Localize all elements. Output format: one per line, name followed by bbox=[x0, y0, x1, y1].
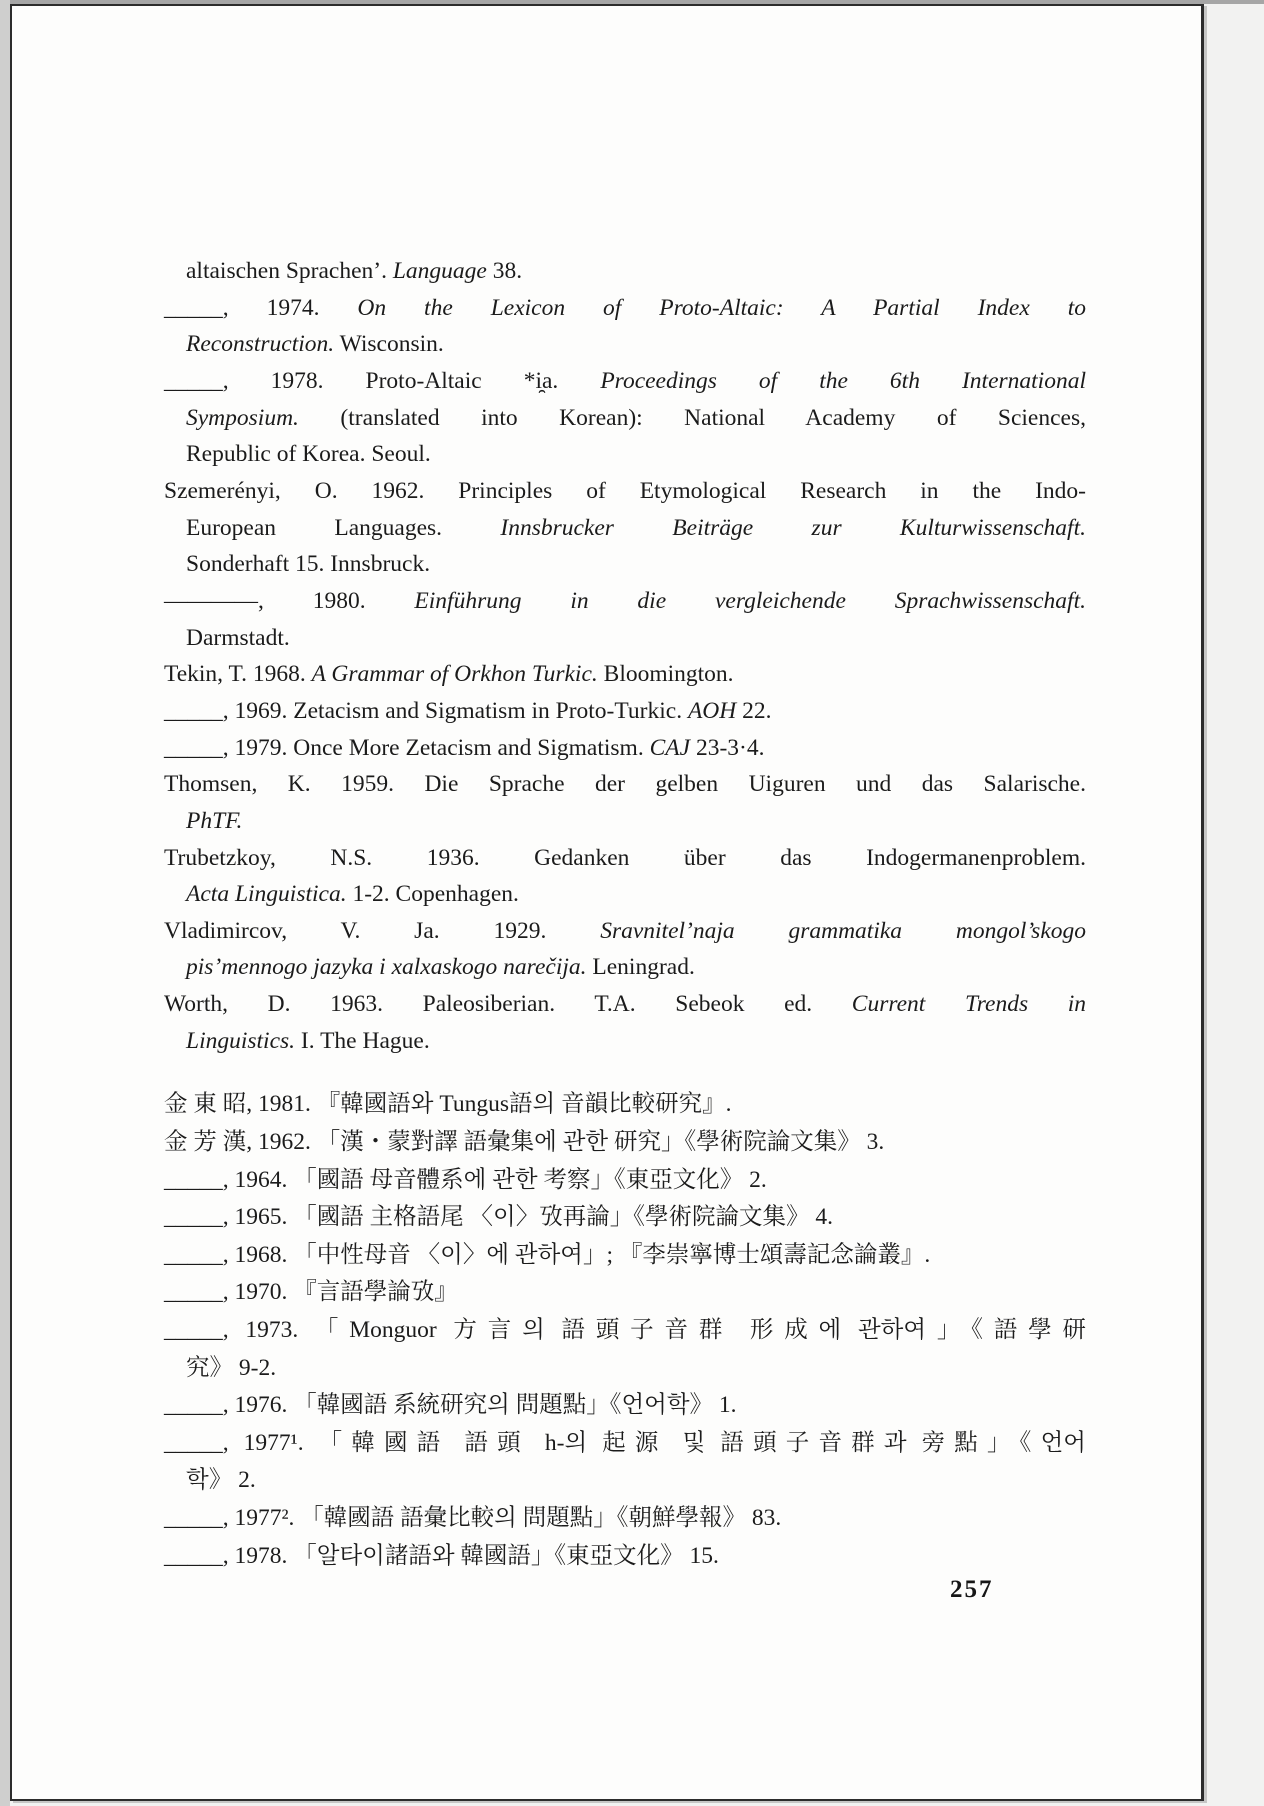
bib-segment-italic: A Grammar of Orkhon Turkic. bbox=[311, 661, 598, 688]
bib-line bbox=[164, 546, 1086, 583]
bib-line bbox=[164, 1387, 1086, 1425]
scanned-book-page bbox=[10, 4, 1204, 1801]
bib-line bbox=[164, 1162, 1086, 1200]
bib-segment-italic: Innsbrucker Beiträge zur Kulturwissenschaft. bbox=[500, 514, 1086, 541]
bib-line bbox=[164, 620, 1086, 657]
bib-line bbox=[164, 1312, 1086, 1350]
bib-segment: Republic of Korea. Seoul. bbox=[186, 441, 431, 468]
bib-line bbox=[164, 1124, 1086, 1162]
bib-segment-italic: Einführung in die vergleichende Sprachwissenschaft. bbox=[414, 587, 1086, 614]
bib-line bbox=[164, 803, 1086, 840]
bib-segment: _____, 1965. 「國語 主格語尾 〈이〉攷再論」《學術院論文集》 4. bbox=[164, 1204, 833, 1231]
bibliography bbox=[164, 253, 1086, 1575]
bib-line bbox=[164, 1500, 1086, 1538]
bib-segment-italic: Proceedings of the 6th International bbox=[600, 367, 1086, 394]
bib-line bbox=[164, 1274, 1086, 1312]
bib-segment-italic: On the Lexicon of Proto-Altaic: A Partial Index to bbox=[357, 294, 1087, 321]
bib-segment-italic: Sravnitel’naja grammatika mongol’skogo bbox=[600, 917, 1086, 944]
bib-line bbox=[164, 876, 1086, 913]
bib-segment-italic: Language bbox=[392, 258, 487, 284]
bib-line bbox=[164, 766, 1086, 803]
bib-segment: _____, 1977¹. 「韓國語 語頭 h-의 起源 및 語頭子音群과 旁點」《언어 bbox=[164, 1429, 1086, 1456]
bib-line bbox=[164, 1086, 1086, 1124]
bib-segment-italic: CAJ bbox=[649, 734, 691, 761]
bib-segment: European Languages. bbox=[186, 514, 501, 541]
bib-line bbox=[164, 693, 1086, 730]
bib-line bbox=[164, 656, 1086, 693]
bib-segment: _____, 1979. Once More Zetacism and Sigmatism. bbox=[164, 734, 650, 761]
bib-segment: Wisconsin. bbox=[334, 331, 444, 358]
bib-segment: 23-3·4. bbox=[690, 734, 765, 761]
bib-line bbox=[164, 510, 1086, 547]
bib-segment: Bloomington. bbox=[597, 661, 734, 688]
bib-segment: (translated into Korean): National Academy of Sciences, bbox=[298, 404, 1086, 431]
bib-segment-italic: PhTF. bbox=[186, 807, 243, 834]
bib-line bbox=[164, 986, 1086, 1023]
bib-line bbox=[164, 1350, 1086, 1388]
bib-line bbox=[164, 326, 1086, 363]
bib-segment: I. The Hague. bbox=[295, 1027, 430, 1054]
bib-line bbox=[164, 583, 1086, 620]
bib-segment: 金 芳 漢, 1962. 「漢・蒙對譯 語彙集에 관한 研究」《學術院論文集》 3. bbox=[164, 1129, 885, 1156]
bib-segment: 1-2. Copenhagen. bbox=[346, 881, 519, 908]
bib-line bbox=[164, 473, 1086, 510]
bib-line bbox=[164, 840, 1086, 877]
bib-segment-italic: Symposium. bbox=[186, 404, 299, 431]
bib-line bbox=[164, 1199, 1086, 1237]
bib-segment-italic: Linguistics. bbox=[186, 1027, 296, 1054]
page-number: 257 bbox=[950, 1576, 994, 1603]
bib-segment: Vladimircov, V. Ja. 1929. bbox=[164, 917, 601, 944]
bib-line bbox=[164, 1462, 1086, 1500]
bib-segment: Sonderhaft 15. Innsbruck. bbox=[186, 551, 431, 578]
bib-segment: 金 東 昭, 1981. 『韓國語와 Tungus語의 音韻比較研究』. bbox=[164, 1091, 732, 1118]
bib-segment: Szemerényi, O. 1962. Principles of Etymological Research in the Indo- bbox=[164, 477, 1086, 504]
bib-segment: Tekin, T. 1968. bbox=[164, 661, 312, 688]
bib-section-latin bbox=[164, 253, 1086, 1059]
bib-line bbox=[164, 1538, 1086, 1576]
bib-segment: Worth, D. 1963. Paleosiberian. T.A. Sebeok ed. bbox=[164, 991, 852, 1018]
bib-segment: _____, 1970. 『言語學論攷』 bbox=[164, 1279, 458, 1306]
bib-segment: 학》 2. bbox=[186, 1467, 256, 1494]
bib-line bbox=[164, 1023, 1086, 1060]
bib-segment: 38. bbox=[486, 258, 523, 284]
bib-line bbox=[164, 290, 1086, 327]
bib-segment: _____, 1978. 「알타이諸語와 韓國語」《東亞文化》 15. bbox=[164, 1542, 719, 1569]
bib-segment: _____, 1973. 「Monguor 方言의 語頭子音群 形成에 관하여」《語學研 bbox=[164, 1317, 1086, 1343]
bib-segment-italic: Acta Linguistica. bbox=[186, 881, 347, 908]
bib-line bbox=[164, 363, 1086, 400]
bib-segment: _____, 1964. 「國語 母音體系에 관한 考察」《東亞文化》 2. bbox=[164, 1166, 767, 1193]
bib-segment: _____, 1969. Zetacism and Sigmatism in Proto-Turkic. bbox=[164, 697, 688, 724]
bib-segment: _____, 1977². 「韓國語 語彙比較의 問題點」《朝鮮學報》 83. bbox=[164, 1504, 782, 1531]
bib-segment: _____, 1968. 「中性母音 〈이〉에 관하여」; 『李崇寧博士頌壽記念論叢』. bbox=[164, 1241, 931, 1268]
bib-segment-italic: Reconstruction. bbox=[186, 331, 335, 358]
bib-segment: _____, 1974. bbox=[164, 294, 358, 321]
bib-line bbox=[164, 1237, 1086, 1275]
scan-edge-left bbox=[0, 0, 10, 1806]
bib-segment: 22. bbox=[736, 697, 772, 724]
bib-segment-italic: Current Trends in bbox=[851, 991, 1086, 1018]
bib-segment-italic: pis’mennogo jazyka i xalxaskogo narečija. bbox=[186, 954, 587, 981]
bib-line bbox=[164, 949, 1086, 986]
bib-line bbox=[164, 913, 1086, 950]
bib-segment: Thomsen, K. 1959. Die Sprache der gelben Uiguren und das Salarische. bbox=[164, 771, 1086, 798]
bib-section-cjk bbox=[164, 1086, 1086, 1575]
bib-segment: Darmstadt. bbox=[186, 624, 290, 651]
bib-line bbox=[164, 253, 1086, 290]
bib-line bbox=[164, 730, 1086, 767]
bib-segment: Leningrad. bbox=[586, 954, 695, 981]
bib-segment: ————, 1980. bbox=[164, 587, 415, 614]
bib-segment: 究》 9-2. bbox=[186, 1354, 277, 1381]
bib-segment: _____, 1976. 「韓國語 系統研究의 問題點」《언어학》 1. bbox=[164, 1392, 737, 1419]
bib-segment: Trubetzkoy, N.S. 1936. Gedanken über das Indogermanenproblem. bbox=[164, 844, 1086, 871]
bib-line bbox=[164, 1425, 1086, 1463]
bib-segment: altaischen Sprachen’. bbox=[186, 258, 393, 284]
bib-line bbox=[164, 436, 1086, 473]
bib-segment: _____, 1978. Proto-Altaic *i̯a. bbox=[164, 367, 601, 394]
bib-segment-italic: AOH bbox=[687, 697, 737, 724]
bib-line bbox=[164, 400, 1086, 437]
